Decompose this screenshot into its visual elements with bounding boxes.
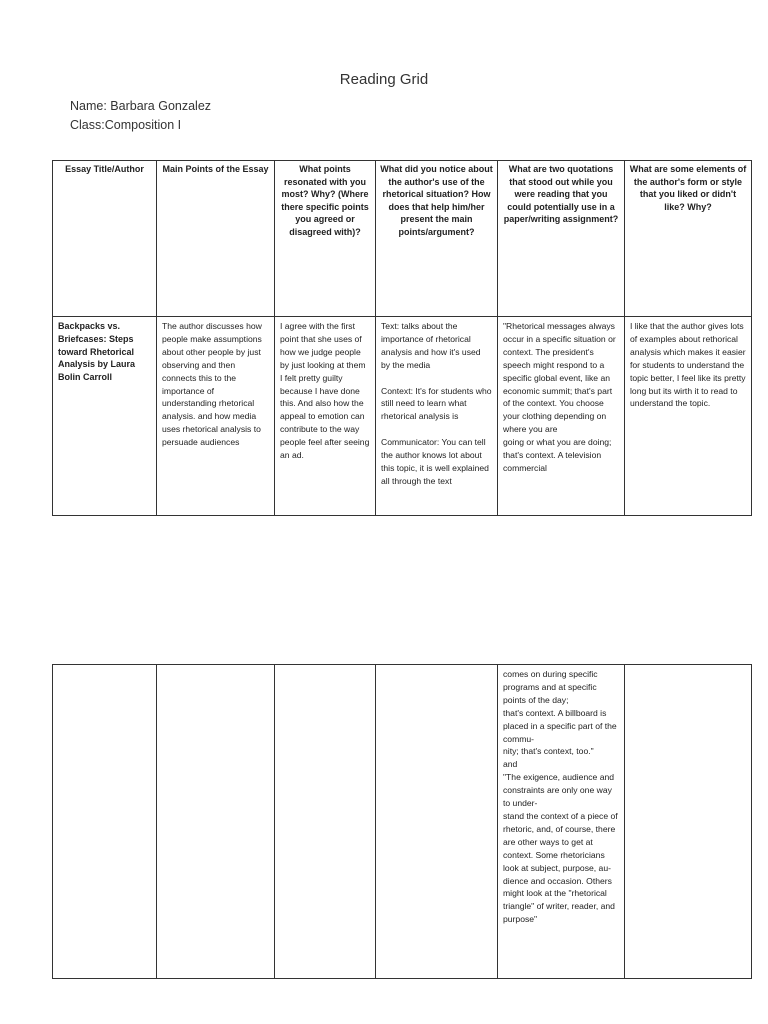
- table-row-continued: [53, 665, 752, 979]
- header-row: [53, 161, 752, 317]
- essay-title-cell: Backpacks vs. Briefcases: Steps toward Rhetorical Analysis by Laura Bolin Carroll: [53, 317, 157, 516]
- class-name: Class:Composition I: [70, 118, 182, 132]
- empty-cell: [275, 665, 376, 979]
- style-cell: I like that the author gives lots of examples about rethorical analysis which makes it easier for students to understand the topic better, I feel like its pretty long but its wirth it to read to understand the topic.: [625, 317, 752, 516]
- main-points-cell: The author discusses how people make assumptions about other people by just observing and then connects this to the importance of understanding rhetorical analysis. and how media uses rhetorical analysis to persuade audiences: [157, 317, 275, 516]
- table-row: [53, 317, 752, 516]
- resonated-cell: I agree with the first point that she uses of how we judge people by just looking at them I felt pretty guilty because I have done this. And also how the appeal to emotion can contribute to the way people feel after seeing an ad.: [275, 317, 376, 516]
- header-rhetorical-situation: What did you notice about the author's use of the rhetorical situation? How does that help him/her present the main points/argument?: [376, 161, 498, 317]
- student-name: Name: Barbara Gonzalez: [70, 99, 212, 113]
- empty-cell: [53, 665, 157, 979]
- empty-cell: [625, 665, 752, 979]
- header-style: What are some elements of the author's form or style that you liked or didn't like? Why?: [625, 161, 752, 317]
- quotations-cell: "Rhetorical messages always occur in a specific situation or context. The president's speech might respond to a specific global event, like an economic summit; that's part of the context. You choose your clothing depending on where you are going or what you are doing; that's context. A television commercial: [498, 317, 625, 516]
- empty-cell: [376, 665, 498, 979]
- page-title: Reading Grid: [339, 71, 429, 88]
- header-main-points: Main Points of the Essay: [157, 161, 275, 317]
- header-quotations: What are two quotations that stood out while you were reading that you could potentially use in a paper/writing assignment?: [498, 161, 625, 317]
- quotations-continued-cell: comes on during specific programs and at specific points of the day; that's context. A billboard is placed in a specific part of the commu- nity; that's context, too." and "The exigence, audience and constraints are only one way to under- stand the context of a piece of rhetoric, and, of course, there are other ways to get at context. Some rhetoricians look at subject, purpose, au- dience and occasion. Others might look at the "rhetorical triangle" of writer, reader, and purpose": [498, 665, 625, 979]
- empty-cell: [157, 665, 275, 979]
- reading-grid-continuation-table: [52, 664, 752, 979]
- header-essay-title: Essay Title/Author: [53, 161, 157, 317]
- header-resonated: What points resonated with you most? Why? (Where there specific points you agreed or disagreed with)?: [275, 161, 376, 317]
- rhetorical-situation-cell: Text: talks about the importance of rhetorical analysis and how it's used by the media Context: It's for students who still need to learn what rhetorical analysis is Communicator: You can tell the author knows lot about this topic, it is well explained all through the text: [376, 317, 498, 516]
- reading-grid-table: [52, 160, 752, 516]
